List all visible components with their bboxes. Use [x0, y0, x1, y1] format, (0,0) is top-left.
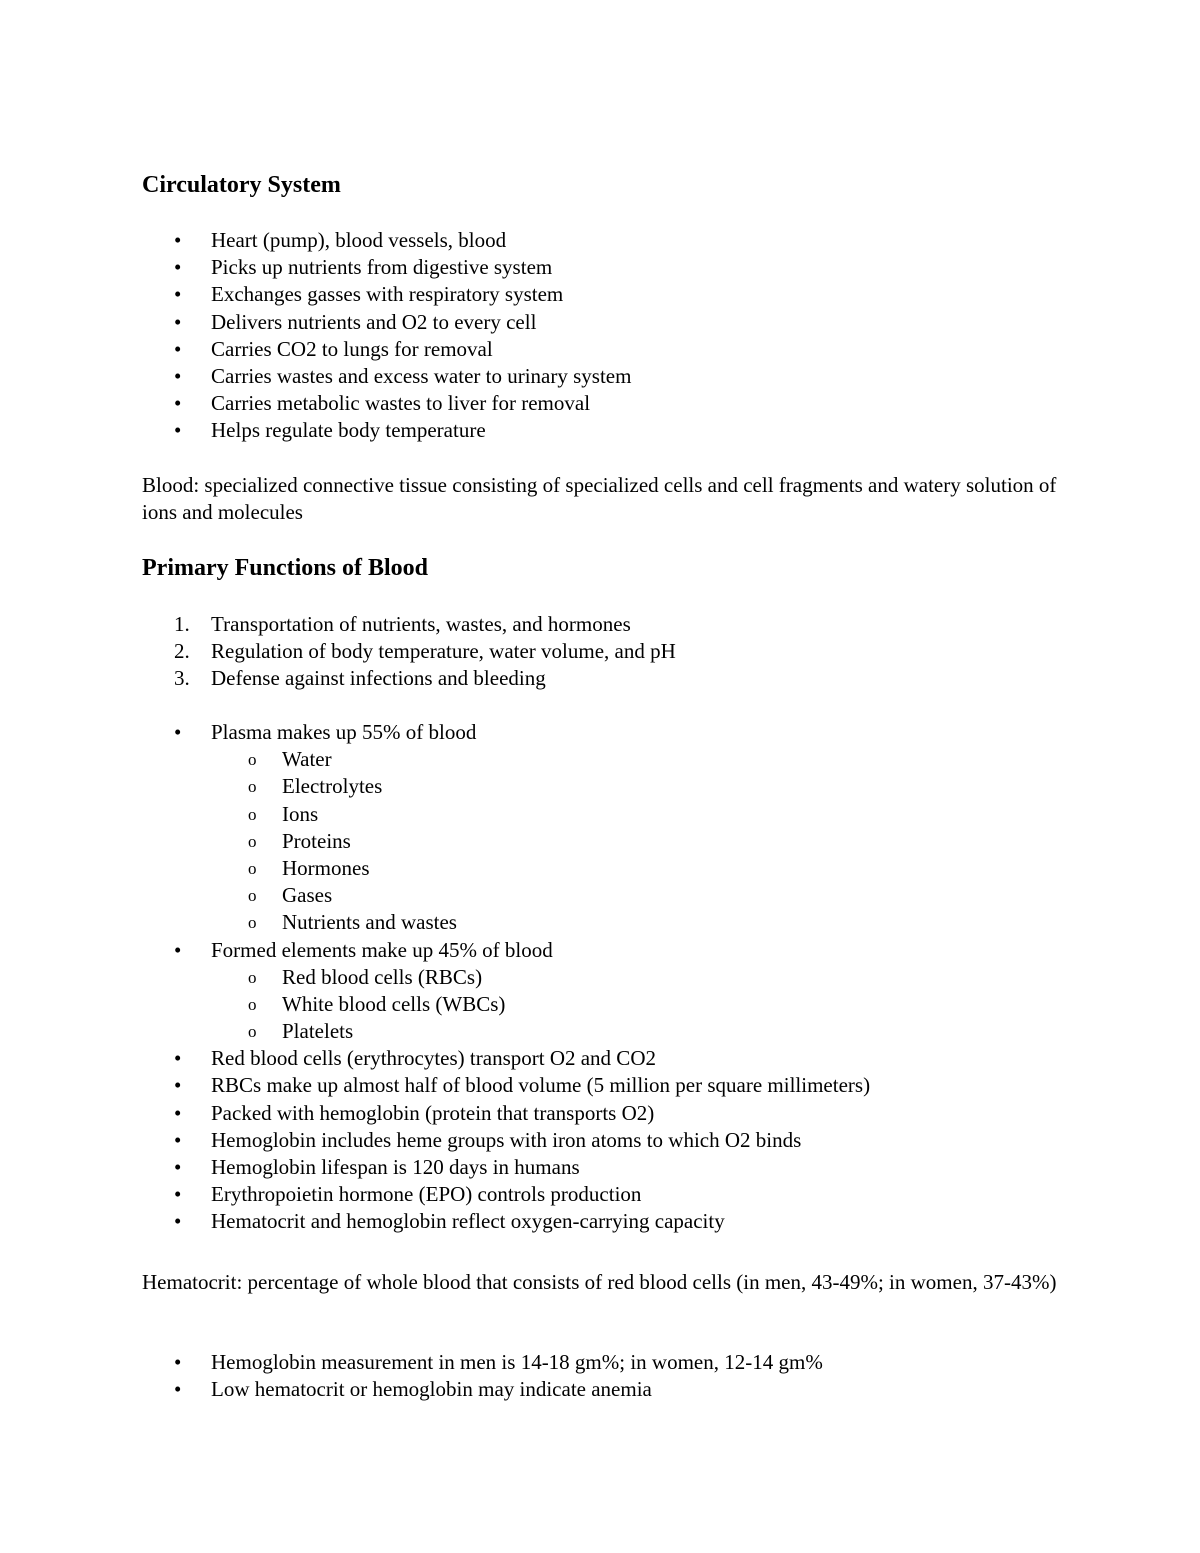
sub-list-item: o Water: [142, 746, 1072, 773]
sub-bullet-marker: o: [248, 886, 257, 906]
sub-list-item: o Proteins: [142, 828, 1072, 855]
list-item: • Plasma makes up 55% of blood: [142, 719, 1072, 746]
sub-bullet-marker: o: [248, 777, 257, 797]
list-item: • Carries metabolic wastes to liver for removal: [142, 390, 1072, 417]
list-item: • Low hematocrit or hemoglobin may indicate anemia: [142, 1376, 1072, 1403]
blood-definition: Blood: specialized connective tissue consisting of specialized cells and cell fragments and watery solution of ions and molecules: [142, 473, 1057, 525]
bullet-marker: •: [174, 1350, 182, 1374]
list-item: • RBCs make up almost half of blood volume (5 million per square millimeters): [142, 1072, 1072, 1099]
list-item: • Picks up nutrients from digestive system: [142, 254, 1072, 281]
list-item: • Formed elements make up 45% of blood: [142, 937, 1072, 964]
hemoglobin-bullet-list: [142, 1349, 1072, 1403]
circulatory-bullet-list: [142, 227, 1072, 445]
bullet-marker: •: [174, 336, 182, 361]
hematocrit-definition: Hematocrit: percentage of whole blood that consists of red blood cells (in men, 43-49%; in women, 37-43%): [142, 1270, 1057, 1294]
list-item: 2. Regulation of body temperature, water volume, and pH: [142, 638, 1072, 665]
sub-list-item: o Ions: [142, 801, 1072, 828]
list-item: • Hemoglobin measurement in men is 14-18 gm%; in women, 12-14 gm%: [142, 1349, 1072, 1376]
bullet-marker: •: [174, 282, 182, 307]
bullet-marker: •: [174, 1209, 182, 1234]
sub-bullet-marker: o: [248, 831, 257, 851]
list-item: • Hematocrit and hemoglobin reflect oxygen-carrying capacity: [142, 1208, 1072, 1235]
sub-list-item: o White blood cells (WBCs): [142, 991, 1072, 1018]
sub-bullet-marker: o: [248, 1022, 257, 1042]
bullet-marker: •: [174, 228, 182, 252]
bullet-marker: •: [174, 1377, 182, 1402]
list-item: • Red blood cells (erythrocytes) transport O2 and CO2: [142, 1045, 1072, 1072]
bullet-marker: •: [174, 1127, 182, 1152]
bullet-marker: •: [174, 391, 182, 416]
sub-list-item: o Gases: [142, 882, 1072, 909]
sub-bullet-marker: o: [248, 994, 257, 1014]
section-title-circulatory-system: Circulatory System: [142, 172, 341, 198]
blood-components-list: [142, 719, 1072, 1236]
sub-bullet-marker: o: [248, 750, 257, 770]
list-item: • Packed with hemoglobin (protein that transports O2): [142, 1100, 1072, 1127]
bullet-marker: •: [174, 1155, 182, 1179]
list-item: • Carries CO2 to lungs for removal: [142, 336, 1072, 363]
bullet-marker: •: [174, 255, 182, 280]
list-item: 3. Defense against infections and bleeding: [142, 665, 1072, 692]
bullet-marker: •: [174, 1073, 182, 1098]
functions-numbered-list: [142, 611, 1072, 693]
sub-bullet-marker: o: [248, 804, 257, 824]
list-item: 1. Transportation of nutrients, wastes, and hormones: [142, 611, 1072, 638]
list-item: • Delivers nutrients and O2 to every cell: [142, 309, 1072, 336]
bullet-marker: •: [174, 1182, 182, 1207]
sub-list-item: o Platelets: [142, 1018, 1072, 1045]
section-title-primary-functions: Primary Functions of Blood: [142, 555, 428, 581]
number-marker: 2.: [174, 639, 190, 664]
sub-list-item: o Red blood cells (RBCs): [142, 964, 1072, 991]
number-marker: 1.: [174, 612, 190, 636]
sub-bullet-marker: o: [248, 967, 257, 987]
sub-bullet-marker: o: [248, 858, 257, 878]
bullet-marker: •: [174, 937, 182, 962]
sub-list-item: o Nutrients and wastes: [142, 909, 1072, 936]
bullet-marker: •: [174, 363, 182, 388]
sub-bullet-marker: o: [248, 913, 257, 933]
list-item: • Carries wastes and excess water to urinary system: [142, 363, 1072, 390]
bullet-marker: •: [174, 720, 182, 744]
list-item: • Exchanges gasses with respiratory system: [142, 281, 1072, 308]
bullet-marker: •: [174, 1046, 182, 1071]
list-item: • Erythropoietin hormone (EPO) controls production: [142, 1181, 1072, 1208]
list-item: • Helps regulate body temperature: [142, 417, 1072, 444]
sub-list-item: o Electrolytes: [142, 773, 1072, 800]
bullet-marker: •: [174, 1100, 182, 1125]
bullet-marker: •: [174, 309, 182, 334]
list-item: • Hemoglobin includes heme groups with iron atoms to which O2 binds: [142, 1127, 1072, 1154]
sub-list-item: o Hormones: [142, 855, 1072, 882]
number-marker: 3.: [174, 666, 190, 691]
list-item: • Heart (pump), blood vessels, blood: [142, 227, 1072, 254]
bullet-marker: •: [174, 418, 182, 443]
list-item: • Hemoglobin lifespan is 120 days in humans: [142, 1154, 1072, 1181]
